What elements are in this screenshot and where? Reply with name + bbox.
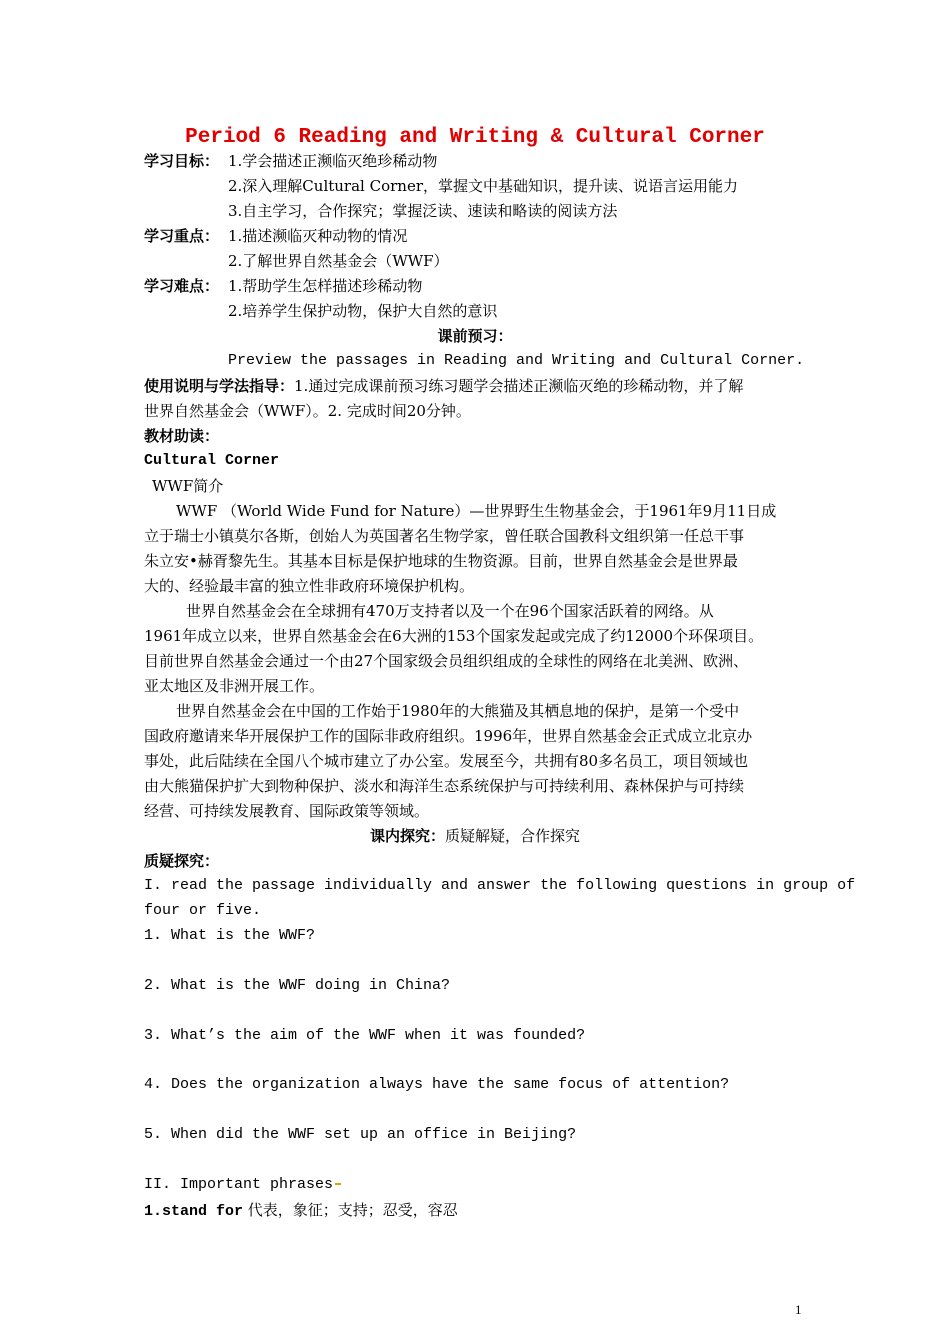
paragraph-line: 朱立安•赫胥黎先生。其基本目标是保护地球的生物资源。目前，世界自然基金会是世界最 [144,552,738,570]
paragraph-line: 目前世界自然基金会通过一个由27个国家级会员组织组成的全球性的网络在北美洲、欧洲、 [144,652,749,670]
difficulty-item: 1.帮助学生怎样描述珍稀动物 [228,277,423,295]
paragraph-line: 经营、可持续发展教育、国际政策等领域。 [144,802,430,820]
instructions-label: 使用说明与学法指导： [144,377,295,395]
phrases-heading [144,1175,341,1195]
key-point-item: 2.了解世界自然基金会（WWF） [228,252,449,270]
paragraph-line: 亚太地区及非洲开展工作。 [144,677,325,695]
objective-item: 3.自主学习，合作探究；掌握泛读、速读和略读的阅读方法 [228,202,618,220]
wwf-intro-heading: WWF简介 [152,477,224,495]
paragraph-line: 事处，此后陆续在全国八个城市建立了办公室。发展至今，共拥有80多名员工，项目领域也 [144,752,749,770]
page-number: 1 [795,1302,802,1317]
question: 5. When did the WWF set up an office in Beijing? [144,1126,577,1143]
paragraph-line: 世界自然基金会在中国的工作始于1980年的大熊猫及其栖息地的保护，是第一个受中 [176,702,740,720]
paragraph-line: 立于瑞士小镇莫尔各斯，创始人为英国著名生物学家，曾任联合国教科文组织第一任总干事 [144,527,745,545]
instructions-line2: 世界自然基金会（WWF）。2. 完成时间20分钟。 [144,402,471,420]
difficulties-label: 学习难点： [144,277,220,295]
objective-item: 2.深入理解Cultural Corner，掌握文中基础知识，提升读、说语言运用能力 [228,177,739,195]
inquiry-task: four or five. [144,902,262,919]
key-points-label: 学习重点： [144,227,220,245]
preview-text: Preview the passages in Reading and Writing and Cultural Corner. [228,352,805,369]
text-cursor-mark [335,1183,341,1185]
key-point-item: 1.描述濒临灭种动物的情况 [228,227,408,245]
preview-heading: 课前预习： [437,327,513,345]
phrases-heading-text: II. Important phrases [144,1176,334,1193]
question: 2. What is the WWF doing in China? [144,977,451,994]
question: 1. What is the WWF? [144,927,316,944]
instructions-line1: 1.通过完成课前预习练习题学会描述正濒临灭绝的珍稀动物，并了解 [294,377,744,395]
paragraph-line: 国政府邀请来华开展保护工作的国际非政府组织。1996年，世界自然基金会正式成立北京办 [144,727,753,745]
instructions [144,376,743,396]
difficulty-item: 2.培养学生保护动物，保护大自然的意识 [228,302,498,320]
paragraph-line: 由大熊猫保护扩大到物种保护、淡水和海洋生态系统保护与可持续利用、森林保护与可持续 [144,777,745,795]
phrase-term: 1.stand for [144,1203,244,1220]
page-title: Period 6 Reading and Writing & Cultural Corner [185,126,765,149]
paragraph-line: 大的、经验最丰富的独立性非政府环境保护机构。 [144,577,475,595]
objective-item: 1.学会描述正濒临灭绝珍稀动物 [228,152,438,170]
phrase-meaning: 代表，象征；支持；忍受，容忍 [243,1201,458,1219]
inquiry-label: 质疑探究： [144,852,220,870]
paragraph-line: 1961年成立以来，世界自然基金会在6大洲的153个国家发起或完成了约12000个环保项目。 [144,627,764,645]
reading-aid-label: 教材助读： [144,427,220,445]
in-class-heading [0,826,950,846]
paragraph-line: 世界自然基金会在全球拥有470万支持者以及一个在96个国家活跃着的网络。从 [186,602,714,620]
section-heading: Cultural Corner [144,452,280,469]
paragraph-line: WWF （World Wide Fund for Nature）—世界野生生物基金会，于1961年9月11日成 [176,502,777,520]
in-class-label: 课内探究： [369,827,445,845]
in-class-subtitle: 质疑解疑，合作探究 [445,827,581,845]
question: 3. What’s the aim of the WWF when it was founded? [144,1027,586,1044]
phrase-item [144,1200,458,1222]
inquiry-task: I. read the passage individually and answer the following questions in group of [144,877,856,894]
objectives-label: 学习目标： [144,152,220,170]
question: 4. Does the organization always have the same focus of attention? [144,1076,730,1093]
